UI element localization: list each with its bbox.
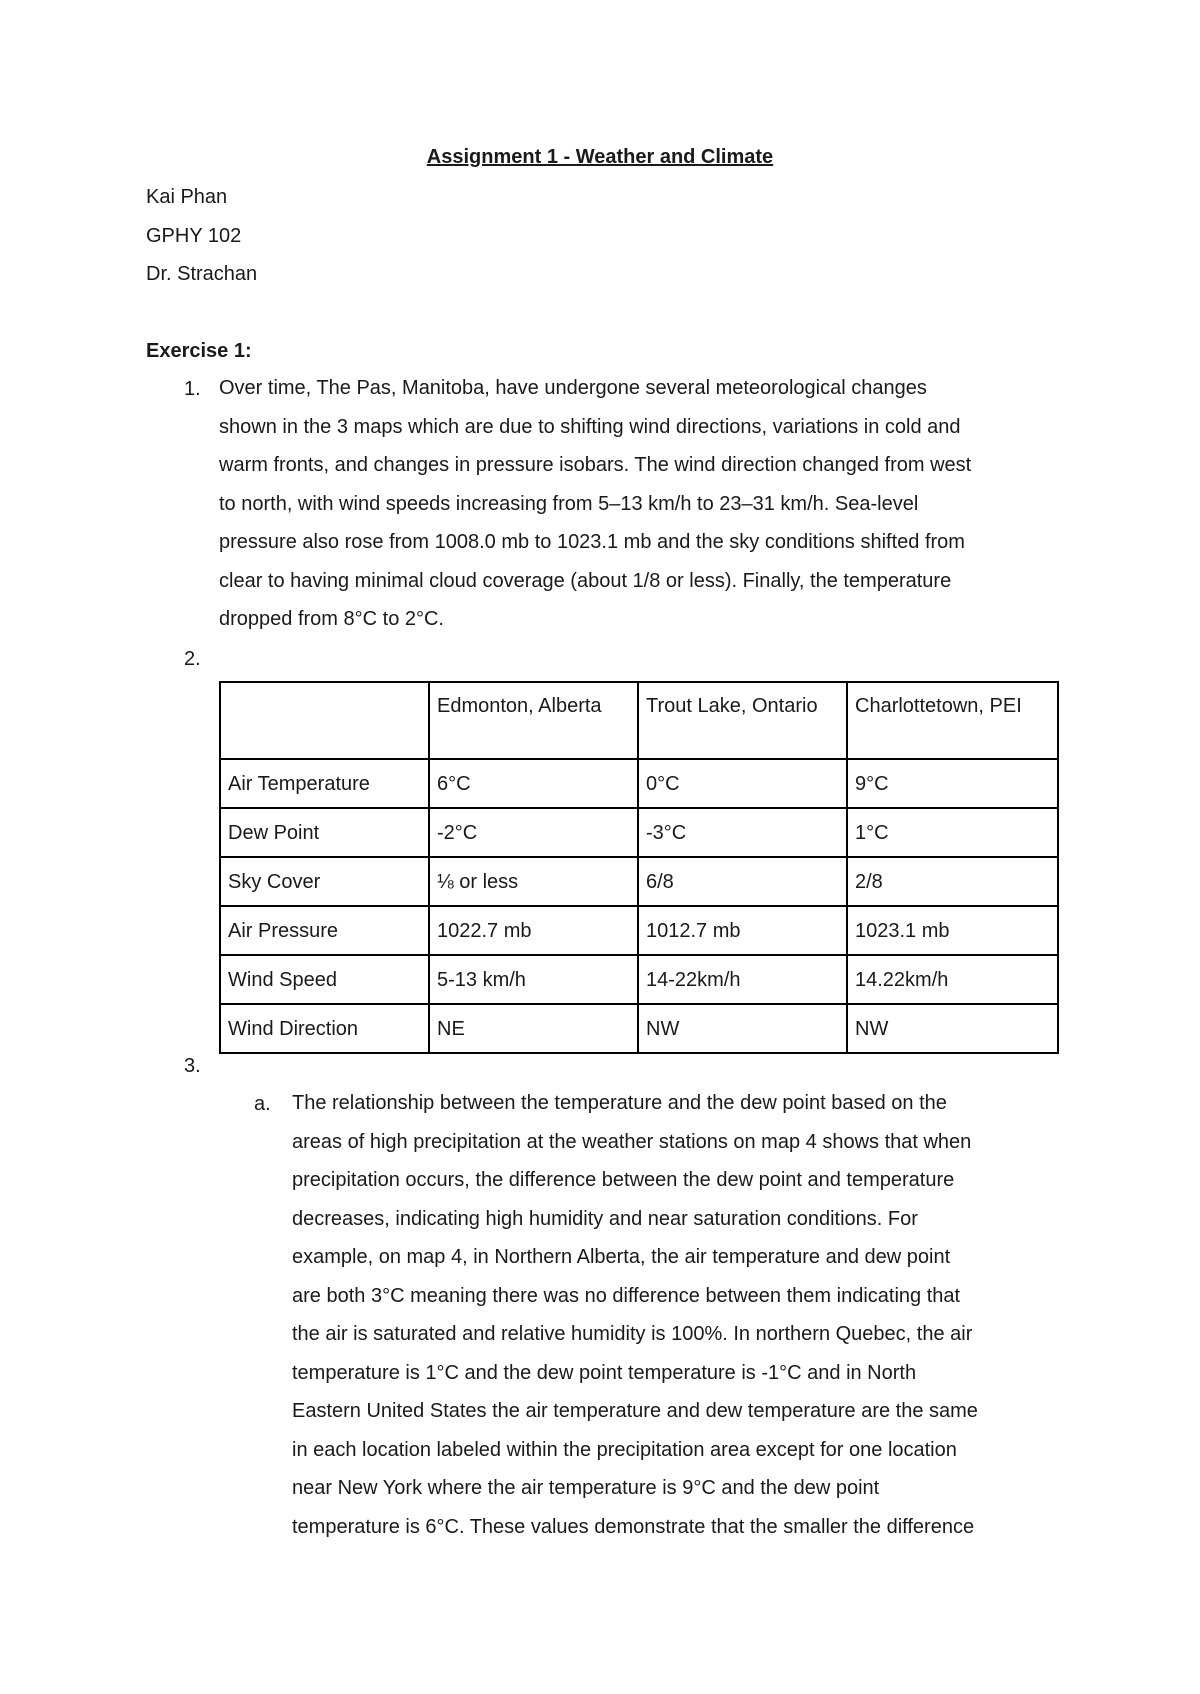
paragraph-line: Eastern United States the air temperature and dew temperature are the same [292,1400,978,1422]
paragraph-line: areas of high precipitation at the weather stations on map 4 shows that when [292,1130,972,1153]
table-cell: 6/8 [638,857,847,906]
paragraph-line: shown in the 3 maps which are due to shifting wind directions, variations in cold and [219,415,961,438]
table-row [220,955,1058,1004]
table-cell: NW [847,1004,1058,1053]
table-cell: -2°C [429,808,638,857]
item-3a-letter: a. [254,1093,271,1115]
weather-stations-table [219,681,1059,1054]
course-code: GPHY 102 [146,225,242,247]
table-cell: 14-22km/h [638,955,847,1004]
paragraph-line: are both 3°C meaning there was no difference between them indicating that [292,1284,961,1307]
paragraph-line: in each location labeled within the precipitation area except for one location [292,1438,957,1461]
paragraph-line: example, on map 4, in Northern Alberta, the air temperature and dew point [292,1246,951,1268]
item-3-number: 3. [184,1055,201,1077]
exercise-heading: Exercise 1: [146,340,252,362]
table-cell: 0°C [638,759,847,808]
table-cell: 2/8 [847,857,1058,906]
table-row [220,808,1058,857]
item-3a-paragraph [292,1084,978,1546]
table-header-cell: Charlottetown, PEI [847,682,1058,759]
table-header-row [220,682,1058,759]
paragraph-line: The relationship between the temperature and the dew point based on the [292,1092,947,1114]
table-header-cell: Edmonton, Alberta [429,682,638,759]
table-row-label: Wind Speed [220,955,429,1004]
table-cell: 5-13 km/h [429,955,638,1004]
paragraph-line: pressure also rose from 1008.0 mb to 1023.1 mb and the sky conditions shifted from [219,531,965,553]
table-row-label: Sky Cover [220,857,429,906]
paragraph-line: warm fronts, and changes in pressure isobars. The wind direction changed from west [219,454,972,476]
instructor-name: Dr. Strachan [146,263,258,285]
table-cell: NE [429,1004,638,1053]
table-cell: NW [638,1004,847,1053]
table-cell: -3°C [638,808,847,857]
item-1-number: 1. [184,378,201,400]
document-title: Assignment 1 - Weather and Climate [426,146,774,168]
paragraph-line: clear to having minimal cloud coverage (about 1/8 or less). Finally, the temperature [219,569,952,592]
paragraph-line: decreases, indicating high humidity and near saturation conditions. For [292,1207,918,1230]
table-row-label: Air Pressure [220,906,429,955]
table-cell: 1023.1 mb [847,906,1058,955]
item-2-number: 2. [184,648,201,670]
paragraph-line: to north, with wind speeds increasing from 5–13 km/h to 23–31 km/h. Sea-level [219,492,919,515]
table-cell: 6°C [429,759,638,808]
table-header-cell: Trout Lake, Ontario [638,682,847,759]
paragraph-line: temperature is 1°C and the dew point temperature is -1°C and in North [292,1361,917,1384]
paragraph-line: near New York where the air temperature is 9°C and the dew point [292,1477,880,1499]
table-cell: 1022.7 mb [429,906,638,955]
paragraph-line: Over time, The Pas, Manitoba, have undergone several meteorological changes [219,377,927,399]
table-header-cell [220,682,429,759]
item-1-paragraph [219,369,971,639]
paragraph-line: the air is saturated and relative humidity is 100%. In northern Quebec, the air [292,1323,973,1345]
table-cell: 1012.7 mb [638,906,847,955]
paragraph-line: precipitation occurs, the difference between the dew point and temperature [292,1169,955,1191]
table-row [220,906,1058,955]
author-name: Kai Phan [146,186,228,208]
paragraph-line: temperature is 6°C. These values demonstrate that the smaller the difference [292,1515,975,1538]
table-row-label: Dew Point [220,808,429,857]
table-row [220,857,1058,906]
table-row [220,1004,1058,1053]
table-cell: 1°C [847,808,1058,857]
table-row [220,759,1058,808]
table-row-label: Air Temperature [220,759,429,808]
table-cell: 9°C [847,759,1058,808]
table-cell: ⅛ or less [429,857,638,906]
paragraph-line: dropped from 8°C to 2°C. [219,608,444,630]
table-cell: 14.22km/h [847,955,1058,1004]
table-row-label: Wind Direction [220,1004,429,1053]
